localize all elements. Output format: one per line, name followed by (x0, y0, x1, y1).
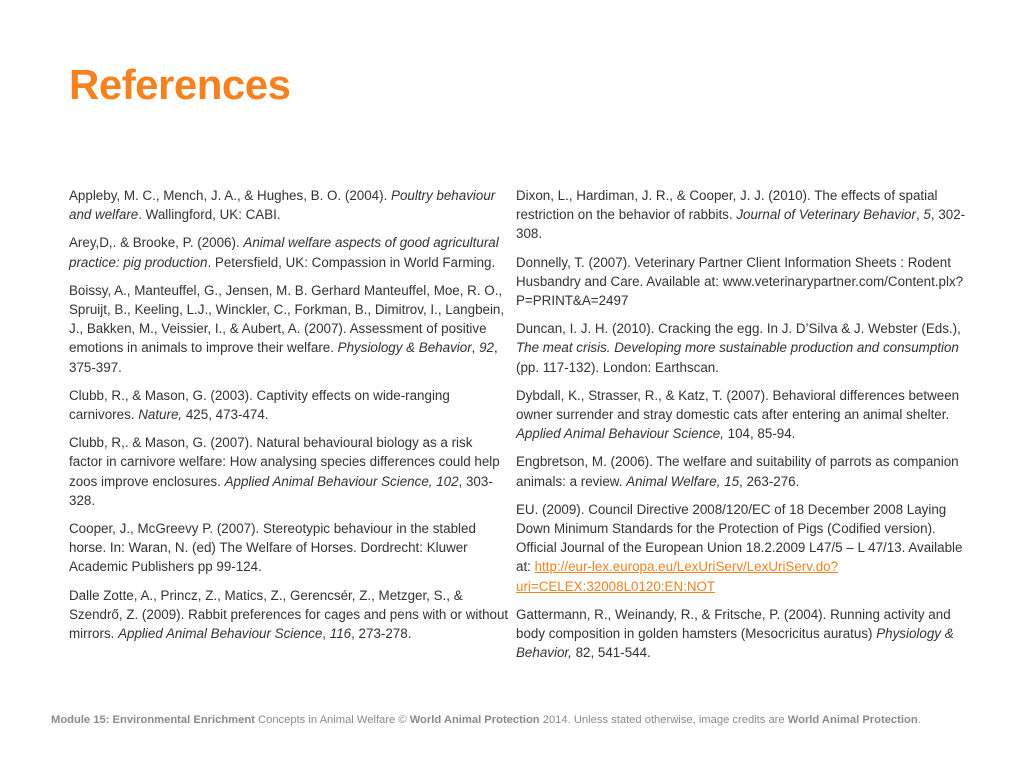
reference-entry (516, 386, 966, 444)
reference-text: Arey,D,. & Brooke, P. (2006). (69, 235, 244, 251)
reference-entry (516, 500, 966, 596)
reference-text: Cooper, J., McGreevy P. (2007). Stereotypic behaviour in the stabled horse. In: Waran, N. (ed) The Welfare of Horses. Dordrecht: Kluwer Academic Publishers pp 99-124. (69, 521, 476, 575)
reference-italic-text: Animal Welfare, 15 (626, 473, 740, 489)
reference-entry (516, 319, 966, 377)
reference-italic-text: 116 (329, 626, 352, 642)
reference-text: , 303-328. (69, 473, 493, 508)
reference-entry (516, 253, 966, 311)
reference-entry (69, 281, 509, 377)
reference-text: 82, 541-544. (571, 645, 651, 661)
reference-entry (69, 386, 509, 424)
reference-text: Boissy, A., Manteuffel, G., Jensen, M. B. Gerhard Manteuffel, Moe, R. O., Spruijt, B., Keeling, L.J., Winckler, C., Forkman, B., Dimitrov, I., Langbein, J., Bakken, M., Veissier, I., & Aubert, A. (2007). Assessment of positive emotions in animals to improve their welfare. (69, 282, 505, 356)
references-left-column (69, 186, 509, 652)
reference-italic-text: Physiology & Behavior (337, 340, 472, 356)
reference-text: EU. (2009). Council Directive 2008/120/EC of 18 December 2008 Laying Down Minimum Standards for the Protection of Pigs (Codified version). Official Journal of the European Union 18.2.2009 L47/5 – L 47/13. Available at: (516, 501, 963, 575)
reference-entry (69, 519, 509, 577)
reference-text: , 273-278. (351, 626, 412, 642)
reference-text: , (915, 207, 924, 223)
reference-italic-text: Physiology & Behavior, (516, 626, 954, 661)
footer-course: Concepts in Animal Welfare © (254, 714, 410, 726)
reference-text: Engbretson, M. (2006). The welfare and suitability of parrots as companion animals: a review. (516, 454, 959, 489)
reference-italic-text: Animal welfare aspects of good agricultural practice: pig production (69, 235, 499, 270)
reference-text: 425, 473-474. (182, 407, 269, 423)
reference-italic-text: 5 (923, 207, 931, 223)
reference-text: , 375-397. (69, 340, 498, 375)
reference-italic-text: Poultry behaviour and welfare (69, 188, 496, 223)
reference-text: Clubb, R., & Mason, G. (2003). Captivity effects on wide-ranging carnivores. (69, 387, 450, 423)
reference-italic-text: Nature, (138, 407, 183, 423)
footer-module: Module 15: Environmental Enrichment (51, 714, 255, 726)
reference-entry (69, 586, 509, 644)
reference-text: Gattermann, R., Weinandy, R., & Fritsche, P. (2004). Running activity and body composition in golden hamsters (Mesocricitus auratus) (516, 606, 951, 642)
reference-italic-text: The meat crisis. Developing more sustainable production and consumption (516, 340, 959, 356)
reference-text: , 263-276. (739, 473, 800, 489)
reference-italic-text: Applied Animal Behaviour Science, 102 (224, 473, 459, 489)
reference-entry (69, 433, 509, 510)
reference-text: Appleby, M. C., Mench, J. A., & Hughes, B. O. (2004). (69, 188, 392, 203)
reference-text: Dalle Zotte, A., Princz, Z., Matics, Z., Gerencsér, Z., Metzger, S., & Szendrő, Z. (2009). Rabbit preferences for cages and pens with or without mirrors. (69, 587, 509, 642)
footer-year-text: 2014. Unless stated otherwise, image credits are (539, 714, 788, 726)
reference-text: , (471, 340, 480, 356)
reference-text: (pp. 117-132). London: Earthscan. (516, 359, 719, 375)
reference-entry (516, 186, 966, 244)
reference-text: Clubb, R,. & Mason, G. (2007). Natural behavioural biology as a risk factor in carnivore welfare: How analysing species differences could help zoos improve enclosures. (69, 435, 500, 489)
reference-entry (69, 186, 509, 224)
reference-entry (516, 452, 966, 490)
reference-text: 104, 85-94. (723, 426, 796, 442)
reference-link[interactable]: http://eur-lex.europa.eu/LexUriServ/LexUriServ.do?uri=CELEX:32008L0120:EN:NOT (516, 559, 839, 594)
reference-text: . Wallingford, UK: CABI. (138, 207, 281, 223)
reference-italic-text: 92 (479, 340, 495, 356)
slide-footer (51, 714, 1011, 726)
reference-text: , (322, 626, 330, 642)
reference-text: Dybdall, K., Strasser, R., & Katz, T. (2007). Behavioral differences between owner surrender and stray domestic cats after entering an animal shelter. (516, 387, 960, 423)
reference-text: Dixon, L., Hardiman, J. R., & Cooper, J. J. (2010). The effects of spatial restriction on the behavior of rabbits. (516, 188, 938, 223)
reference-text: Donnelly, T. (2007). Veterinary Partner Client Information Sheets : Rodent Husbandry and Care. Available at: www.veterinarypartner.com/Content.plx?P=PRINT&A=2497 (516, 254, 964, 309)
reference-text: Duncan, I. J. H. (2010). Cracking the egg. In J. D’Silva & J. Webster (Eds.), (516, 321, 961, 337)
reference-italic-text: Journal of Veterinary Behavior (736, 207, 916, 223)
reference-entry (516, 605, 966, 663)
reference-text: . Petersfield, UK: Compassion in World Farming. (207, 254, 496, 270)
footer-end: . (917, 714, 921, 726)
reference-italic-text: Applied Animal Behaviour Science (118, 626, 323, 642)
reference-italic-text: Applied Animal Behaviour Science, (516, 426, 724, 442)
slide-title: References (69, 61, 291, 108)
references-right-column (516, 186, 966, 671)
footer-org-credit: World Animal Protection (787, 714, 918, 726)
footer-org: World Animal Protection (409, 714, 540, 726)
reference-entry (69, 233, 509, 271)
reference-text: , 302-308. (516, 207, 966, 242)
